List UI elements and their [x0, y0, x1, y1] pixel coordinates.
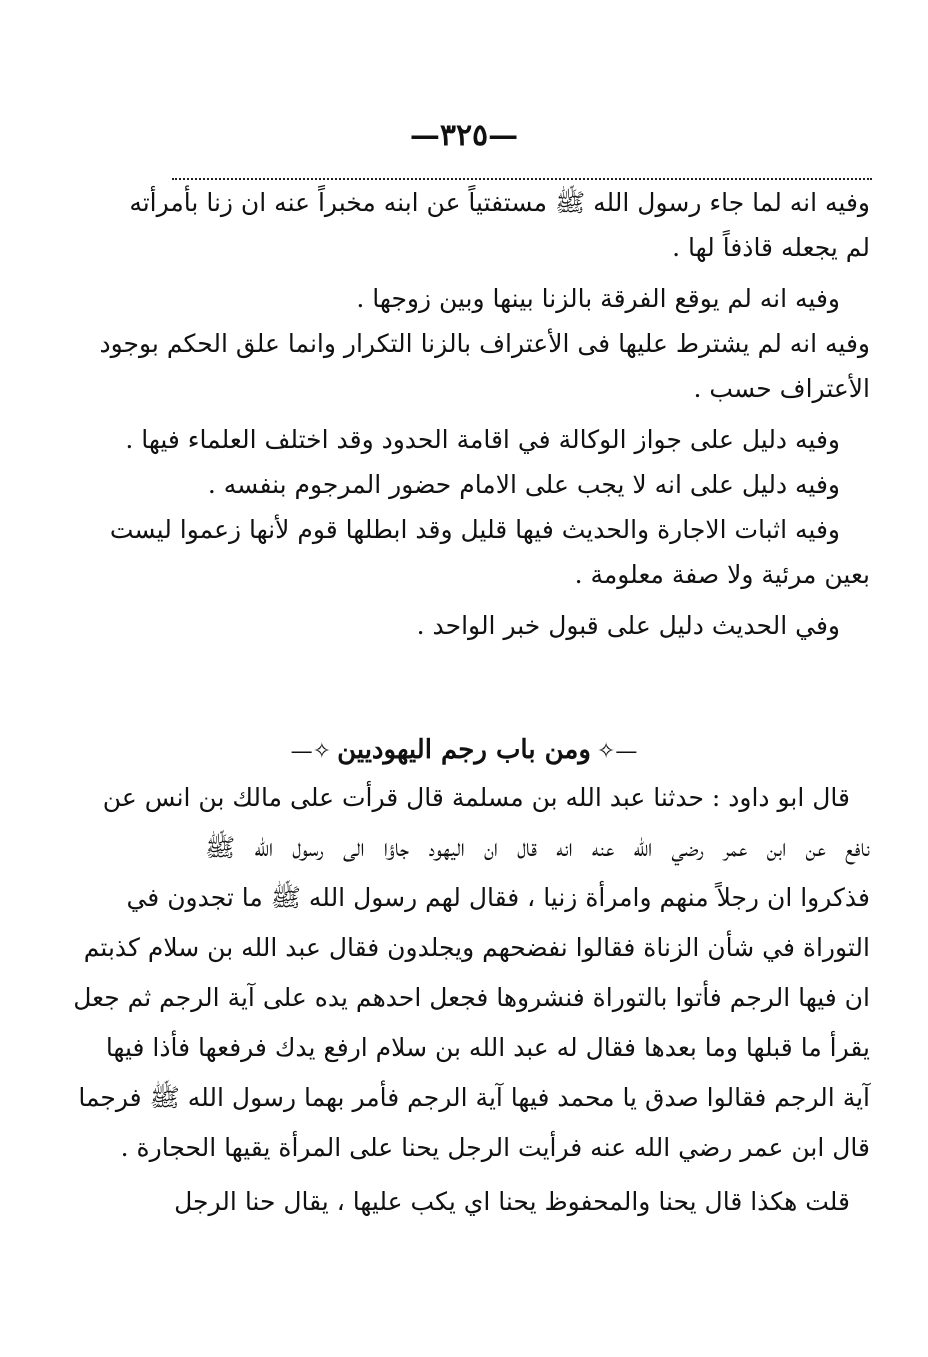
ornament-icon: ✧—	[290, 739, 332, 764]
text-line: وفيه انه لما جاء رسول الله ﷺ مستفتياً عن ابنه مخبراً عنه ان زنا بأمرأته	[129, 188, 870, 217]
text-line: وفيه انه لم يشترط عليها فى الأعتراف بالزنا التكرار وانما علق الحكم بوجود	[99, 329, 870, 358]
text-line: ان فيها الرجم فأتوا بالتوراة فنشروها فجعل احدهم يده على آية الرجم ثم جعل	[73, 983, 870, 1012]
commentary-section	[99, 180, 870, 648]
text-line: قال ابن عمر رضي الله عنه فرأيت الرجل يحنا على المرأة يقيها الحجارة .	[120, 1133, 870, 1162]
section-heading-text: ومن باب رجم اليهوديين	[337, 735, 591, 765]
text-line: وفيه اثبات الاجارة والحديث فيها قليل وقد ابطلها قوم لأنها زعموا ليست	[109, 515, 840, 544]
text-line: وفيه دليل على جواز الوكالة في اقامة الحدود وقد اختلف العلماء فيها .	[125, 425, 840, 454]
text-line: الأعتراف حسب .	[693, 374, 870, 403]
text-line: آية الرجم فقالوا صدق يا محمد فيها آية الرجم فأمر بهما رسول الله ﷺ فرجما	[78, 1083, 870, 1112]
text-line: قال ابو داود : حدثنا عبد الله بن مسلمة قال قرأت على مالك بن انس عن	[102, 783, 850, 812]
text-line: بعين مرئية ولا صفة معلومة .	[574, 560, 870, 589]
page-number: —٣٢٥—	[409, 118, 519, 153]
text-line: لم يجعله قاذفاً لها .	[672, 233, 870, 262]
text-line: وفي الحديث دليل على قبول خبر الواحد .	[416, 611, 840, 640]
text-line: وفيه دليل على انه لا يجب على الامام حضور المرجوم بنفسه .	[207, 470, 840, 499]
text-line: نافع عن ابن عمر رضي الله عنه انه قال ان اليهود جاؤا الى رسول الله ﷺ	[205, 833, 870, 862]
text-line: قلت هكذا قال يحنا والمحفوظ يحنا اي يكب عليها ، يقال حنا الرجل	[174, 1187, 850, 1216]
text-line: يقرأ ما قبلها وما بعدها فقال له عبد الله بن سلام ارفع يدك فرفعها فأذا فيها	[105, 1033, 870, 1062]
ornament-icon: —✧	[596, 739, 638, 764]
text-line: فذكروا ان رجلاً منهم وامرأة زنيا ، فقال لهم رسول الله ﷺ ما تجدون في	[126, 883, 870, 912]
text-line: التوراة في شأن الزناة فقالوا نفضحهم ويجلدون فقال عبد الله بن سلام كذبتم	[83, 933, 870, 962]
hadith-section	[73, 773, 870, 1227]
text-line: وفيه انه لم يوقع الفرقة بالزنا بينها وبين زوجها .	[356, 284, 840, 313]
section-heading	[0, 728, 928, 772]
